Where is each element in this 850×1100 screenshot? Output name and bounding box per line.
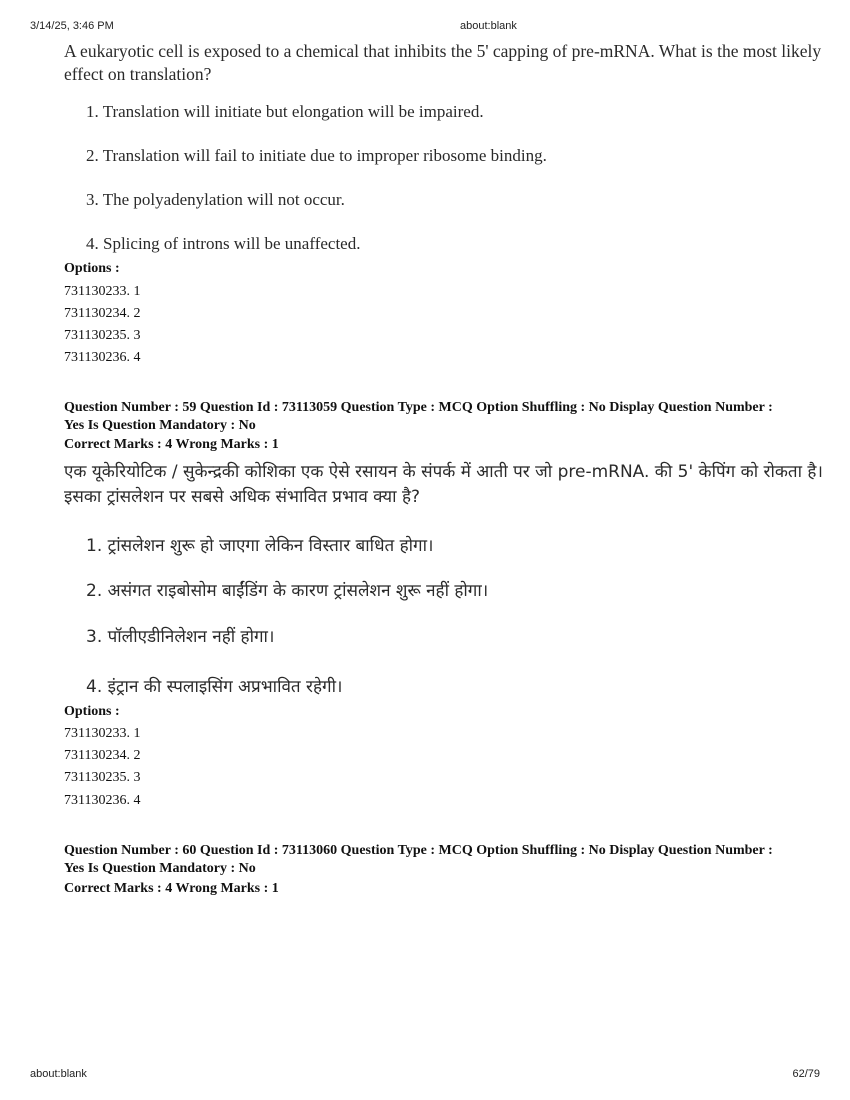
question-58-option-id-3: 731130235. 3 bbox=[64, 328, 141, 343]
question-59-choice-4: 4. इंट्रान की स्पलाइसिंग अप्रभावित रहेगी। bbox=[86, 677, 343, 697]
question-58-option-id-2: 731130234. 2 bbox=[64, 306, 141, 321]
question-59-choice-2: 2. असंगत राइबोसोम बाईंडिंग के कारण ट्रांसलेशन शुरू नहीं होगा। bbox=[86, 581, 489, 601]
question-59-marks: Correct Marks : 4 Wrong Marks : 1 bbox=[64, 437, 279, 452]
print-url-header: about:blank bbox=[460, 20, 517, 32]
question-59-option-id-3: 731130235. 3 bbox=[64, 770, 141, 785]
question-59-choice-3: 3. पॉलीएडीनिलेशन नहीं होगा। bbox=[86, 627, 275, 647]
question-58-choice-1: 1. Translation will initiate but elongation will be impaired. bbox=[86, 102, 484, 121]
question-58-option-id-4: 731130236. 4 bbox=[64, 350, 141, 365]
question-59-text: एक यूकेरियोटिक / सुकेन्द्रकी कोशिका एक ऐसे रसायन के संपर्क में आती पर जो pre-mRNA. की 5' केपिंग को रोकता है। इसका ट्रांसलेशन पर सबसे अधिक संभावित प्रभाव क्या है? bbox=[64, 462, 823, 507]
question-58-choice-2: 2. Translation will fail to initiate due to improper ribosome binding. bbox=[86, 146, 547, 165]
question-60-marks: Correct Marks : 4 Wrong Marks : 1 bbox=[64, 881, 279, 896]
question-59-option-id-1: 731130233. 1 bbox=[64, 726, 141, 741]
question-58-choice-3: 3. The polyadenylation will not occur. bbox=[86, 190, 345, 209]
print-url-footer: about:blank bbox=[30, 1068, 87, 1080]
page-number: 62/79 bbox=[792, 1068, 820, 1080]
question-58-option-id-1: 731130233. 1 bbox=[64, 284, 141, 299]
question-59-options-label: Options : bbox=[64, 704, 120, 719]
question-58-text: A eukaryotic cell is exposed to a chemical that inhibits the 5' capping of pre-mRNA. What is the most likely effect on translation? bbox=[64, 41, 822, 84]
question-59-option-id-4: 731130236. 4 bbox=[64, 793, 141, 808]
print-datetime: 3/14/25, 3:46 PM bbox=[30, 20, 114, 32]
question-59-meta: Question Number : 59 Question Id : 73113059 Question Type : MCQ Option Shuffling : No Display Question Number : Yes Is Question Mandatory : No bbox=[64, 400, 773, 433]
question-59-choice-1: 1. ट्रांसलेशन शुरू हो जाएगा लेकिन विस्तार बाधित होगा। bbox=[86, 536, 434, 556]
question-58-choice-4: 4. Splicing of introns will be unaffected. bbox=[86, 234, 361, 253]
question-59-option-id-2: 731130234. 2 bbox=[64, 748, 141, 763]
question-60-meta: Question Number : 60 Question Id : 73113060 Question Type : MCQ Option Shuffling : No Display Question Number : Yes Is Question Mandatory : No bbox=[64, 843, 773, 876]
question-58-options-label: Options : bbox=[64, 261, 120, 276]
